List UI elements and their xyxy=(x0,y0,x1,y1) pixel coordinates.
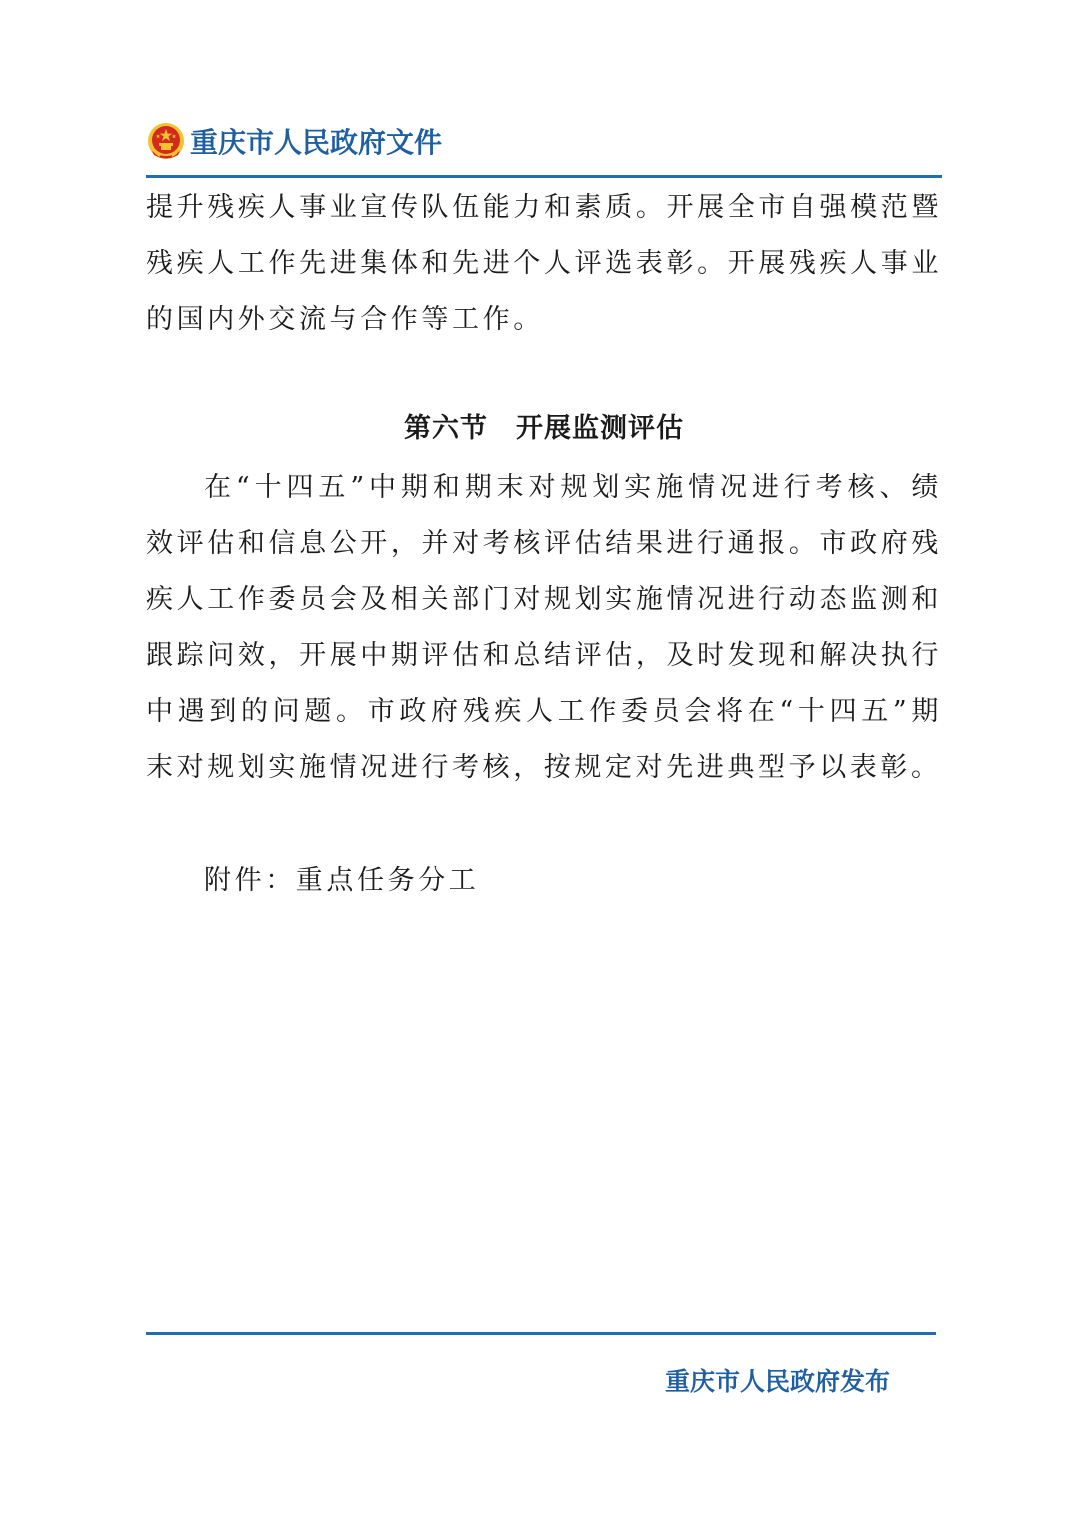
header-divider xyxy=(146,175,942,178)
footer-divider xyxy=(146,1332,936,1335)
section-heading: 第六节 开展监测评估 xyxy=(404,413,684,444)
continued-paragraph: 提升残疾人事业宣传队伍能力和素质。开展全市自强模范暨残疾人工作先进集体和先进个人评选表彰。开展残疾人事业的国内外交流与合作等工作。 xyxy=(146,192,942,335)
footer-publisher: 重庆市人民政府发布 xyxy=(664,1367,890,1396)
section-paragraph: 在“十四五”中期和期末对规划实施情况进行考核、绩效评估和信息公开，并对考核评估结果进行通报。市政府残疾人工作委员会及相关部门对规划实施情况进行动态监测和跟踪问效，开展中期评估和总结评估，及时发现和解决执行中遇到的问题。市政府残疾人工作委员会将在“十四五”期末对规划实施情况进行考核，按规定对先进典型予以表彰。 xyxy=(146,472,942,783)
attachment-note: 附件：重点任务分工 xyxy=(204,865,480,896)
header-title: 重庆市人民政府文件 xyxy=(190,126,443,159)
document-header xyxy=(146,118,942,164)
national-emblem-icon xyxy=(146,121,186,161)
